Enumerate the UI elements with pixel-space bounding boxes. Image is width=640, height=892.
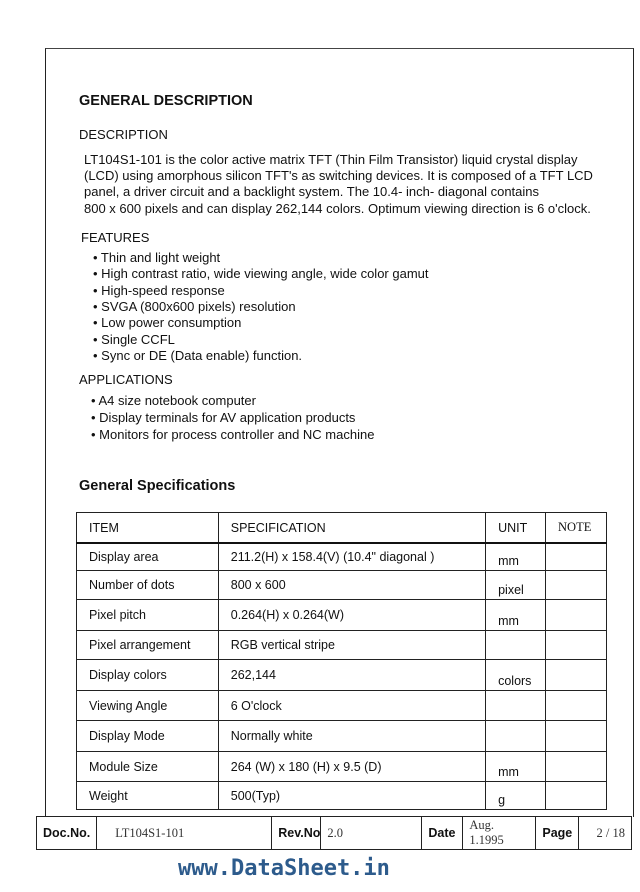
note-cell	[546, 660, 607, 691]
table-header-row	[77, 513, 607, 544]
specification-cell: 262,144	[218, 660, 485, 691]
unit-cell: mm	[486, 543, 546, 571]
item-cell: Viewing Angle	[77, 691, 219, 721]
specification-cell: 500(Typ)	[218, 782, 485, 810]
specification-cell: 264 (W) x 180 (H) x 9.5 (D)	[218, 752, 485, 782]
note-cell	[546, 631, 607, 660]
specification-cell: Normally white	[218, 721, 485, 752]
note-cell	[546, 543, 607, 571]
item-cell: Display Mode	[77, 721, 219, 752]
page-label: Page	[536, 817, 579, 850]
table-row	[77, 721, 607, 752]
note-cell	[546, 782, 607, 810]
description-line: 800 x 600 pixels and can display 262,144 colors. Optimum viewing direction is 6 o'clock.	[84, 201, 591, 216]
unit-cell	[486, 631, 546, 660]
note-cell	[546, 691, 607, 721]
table-row	[77, 691, 607, 721]
features-item: • High contrast ratio, wide viewing angle, wide color gamut	[93, 266, 429, 282]
col-header-note: NOTE	[546, 513, 607, 544]
specification-cell: 0.264(H) x 0.264(W)	[218, 600, 485, 631]
note-cell	[546, 600, 607, 631]
unit-cell: pixel	[486, 571, 546, 600]
item-cell: Display colors	[77, 660, 219, 691]
watermark-link[interactable]: www.DataSheet.in	[178, 856, 390, 881]
table-row	[77, 543, 607, 571]
features-item: • Thin and light weight	[93, 250, 221, 265]
col-header-specification: SPECIFICATION	[218, 513, 485, 544]
date-label: Date	[422, 817, 463, 850]
specification-cell: RGB vertical stripe	[218, 631, 485, 660]
footer-table	[36, 816, 632, 850]
general-specifications-table	[76, 512, 607, 810]
item-cell: Pixel arrangement	[77, 631, 219, 660]
unit-cell: mm	[486, 752, 546, 782]
specification-cell: 800 x 600	[218, 571, 485, 600]
col-header-unit: UNIT	[486, 513, 546, 544]
note-cell	[546, 571, 607, 600]
unit-cell: g	[486, 782, 546, 810]
description-line: panel, a driver circuit and a backlight system. The 10.4- inch- diagonal contains	[84, 184, 540, 199]
features-item: • Single CCFL	[93, 331, 175, 347]
unit-cell	[486, 691, 546, 721]
features-item: • Low power consumption	[93, 315, 242, 331]
applications-item: • A4 size notebook computer	[91, 393, 256, 408]
item-cell: Weight	[77, 782, 219, 810]
rev-no-value: 2.0	[321, 817, 422, 850]
applications-heading: APPLICATIONS	[79, 372, 173, 387]
col-header-item: ITEM	[77, 513, 219, 544]
features-heading: FEATURES	[81, 230, 150, 245]
applications-item: • Monitors for process controller and NC machine	[91, 427, 375, 442]
doc-no-value: LT104S1-101	[97, 817, 272, 850]
features-item: • Sync or DE (Data enable) function.	[93, 347, 303, 363]
description-heading: DESCRIPTION	[79, 127, 168, 142]
unit-cell: colors	[486, 660, 546, 691]
item-cell: Pixel pitch	[77, 600, 219, 631]
applications-item: • Display terminals for AV application products	[91, 410, 356, 425]
note-cell	[546, 721, 607, 752]
unit-cell: mm	[486, 600, 546, 631]
description-line: LT104S1-101 is the color active matrix TFT (Thin Film Transistor) liquid crystal display	[84, 152, 578, 167]
table-row	[77, 660, 607, 691]
note-cell	[546, 752, 607, 782]
rev-no-label: Rev.No	[272, 817, 321, 850]
table-row	[77, 571, 607, 600]
specification-cell: 6 O'clock	[218, 691, 485, 721]
table-row	[77, 782, 607, 810]
table-row	[77, 752, 607, 782]
specs-heading: General Specifications	[79, 478, 236, 494]
features-item: • SVGA (800x600 pixels) resolution	[93, 298, 296, 314]
item-cell: Module Size	[77, 752, 219, 782]
item-cell: Display area	[77, 543, 219, 571]
description-line: (LCD) using amorphous silicon TFT's as switching devices. It is composed of a TFT LCD	[84, 168, 593, 183]
page-number: 2 / 18	[579, 817, 632, 850]
page-title: GENERAL DESCRIPTION	[79, 93, 253, 109]
doc-no-label: Doc.No.	[37, 817, 97, 850]
table-row	[77, 631, 607, 660]
date-value: Aug. 1.1995	[463, 817, 536, 850]
features-item: • High-speed response	[93, 282, 225, 298]
unit-cell	[486, 721, 546, 752]
specification-cell: 211.2(H) x 158.4(V) (10.4" diagonal )	[218, 543, 485, 571]
table-row	[77, 600, 607, 631]
item-cell: Number of dots	[77, 571, 219, 600]
